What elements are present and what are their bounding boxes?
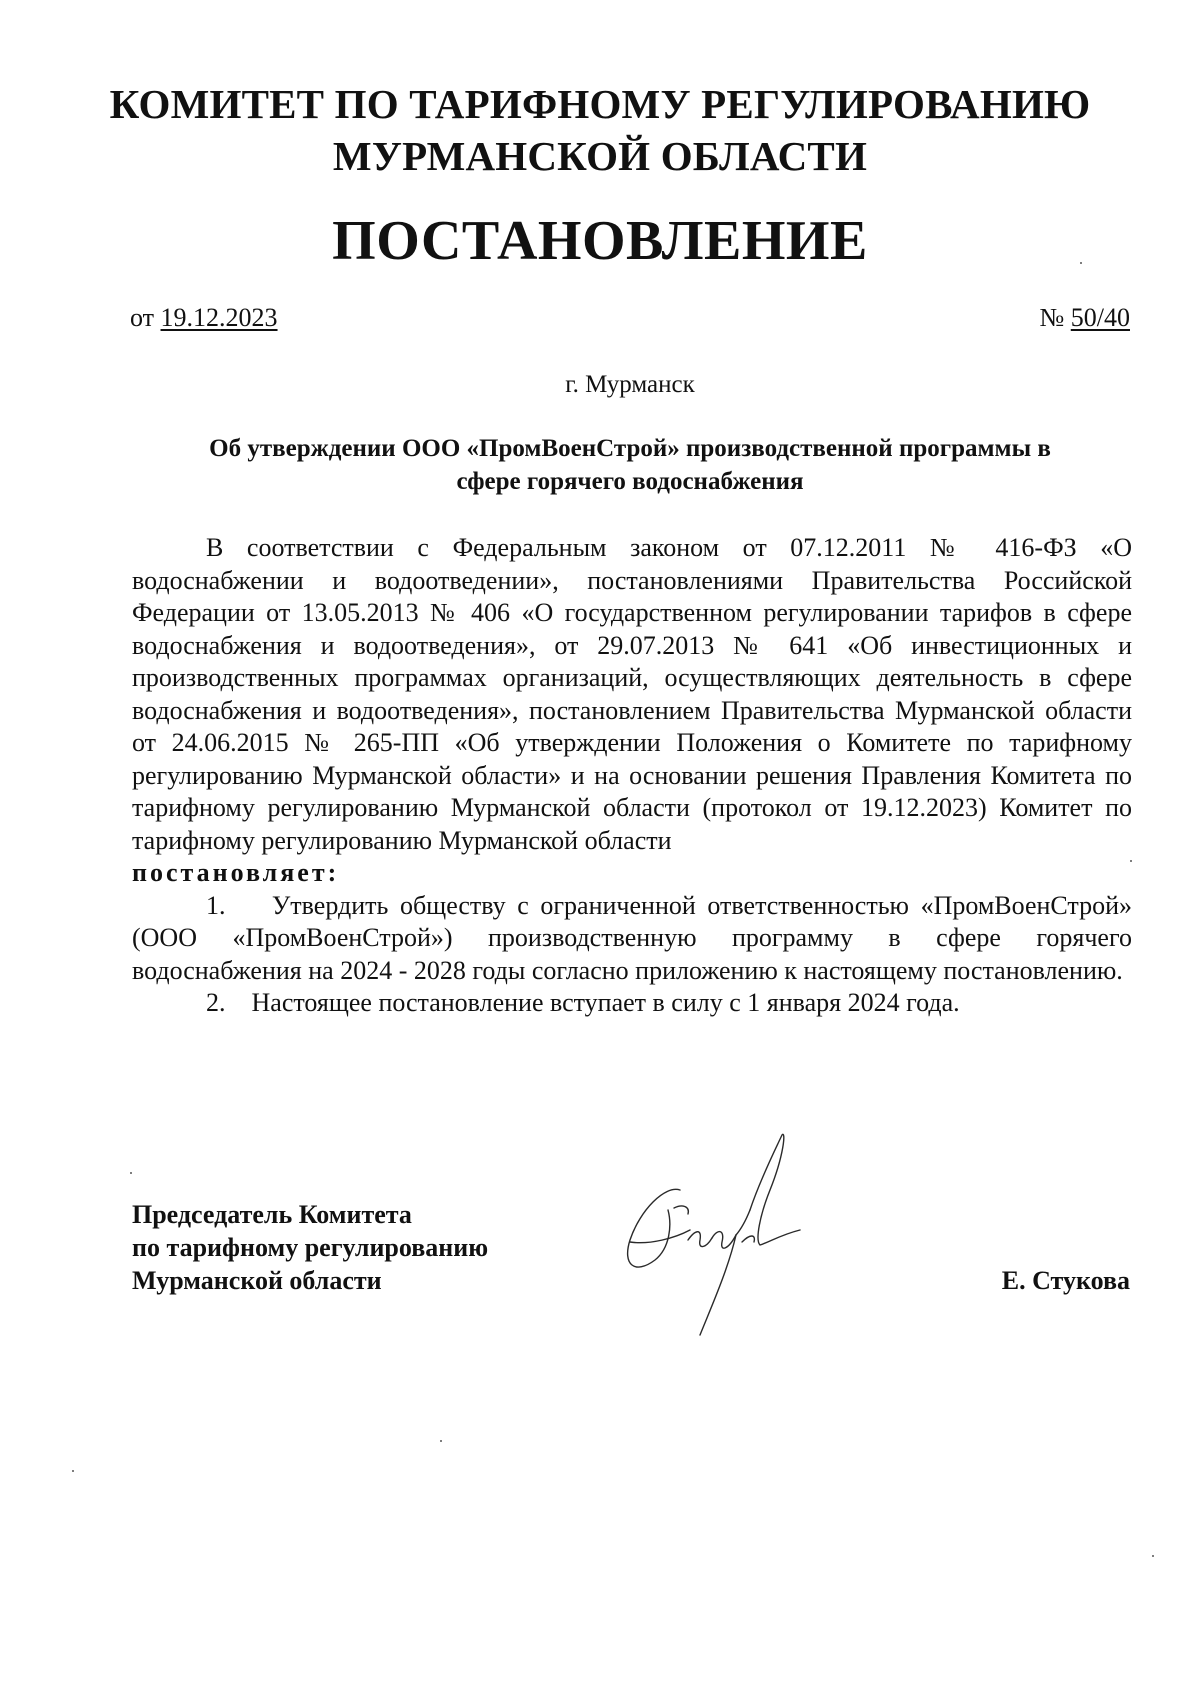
- item-number: 2.: [206, 988, 226, 1017]
- scan-speck: [1080, 262, 1082, 264]
- document-number: [1039, 302, 1130, 334]
- handwritten-signature-icon: [610, 1130, 830, 1340]
- signatory-position-line3: Мурманской области: [132, 1266, 382, 1295]
- decree-word-text: постановляет:: [132, 858, 340, 887]
- decree-word: [132, 857, 1132, 890]
- scan-speck: [72, 1470, 74, 1472]
- scan-speck: [1152, 1555, 1154, 1557]
- list-item: [132, 890, 1132, 988]
- resolution-title-line1: Об утверждении ООО «ПромВоенСтрой» производственной программы в: [209, 435, 1051, 462]
- organization-name-line1: КОМИТЕТ ПО ТАРИФНОМУ РЕГУЛИРОВАНИЮ: [109, 81, 1091, 127]
- organization-name-line2: МУРМАНСКОЙ ОБЛАСТИ: [332, 133, 868, 179]
- scan-speck: [1130, 860, 1132, 862]
- document-type-title: ПОСТАНОВЛЕНИЕ: [332, 210, 868, 272]
- item-text: Утвердить обществу с ограниченной ответственностью «ПромВоенСтрой» (ООО «ПромВоенСтрой») производственную программу в сфере горячего водоснабжения на 2024 - 2028 годы согласно приложению к настоящему постановлению.: [132, 890, 1133, 985]
- signatory-name: Е. Стукова: [1001, 1266, 1130, 1295]
- organization-header: [60, 78, 1140, 182]
- scan-speck: [440, 1440, 442, 1442]
- item-text: Настоящее постановление вступает в силу с 1 января 2024 года.: [251, 988, 960, 1017]
- number-prefix: №: [1039, 303, 1065, 332]
- signatory-position: [132, 1198, 488, 1297]
- signatory-position-line2: по тарифному регулированию: [132, 1233, 489, 1262]
- city-label: г. Мурманск: [565, 371, 695, 398]
- list-item: [132, 987, 1132, 1020]
- signatory-position-line1: Председатель Комитета: [132, 1200, 412, 1229]
- document-date: [130, 302, 278, 334]
- date-value: 19.12.2023: [160, 303, 278, 332]
- item-number: 1.: [206, 890, 226, 920]
- scan-speck: [130, 1172, 132, 1174]
- preamble-paragraph: В соответствии с Федеральным законом от 07.12.2011 № 416-ФЗ «О водоснабжении и водоотведении», постановлениями Правительства Российской Федерации от 13.05.2013 № 406 «О государственном регулировании тарифов в сфере водоснабжения и водоотведения», от 29.07.2013 № 641 «Об инвестиционных и производственных программах организаций, осуществляющих деятельность в сфере водоснабжения и водоотведения», постановлением Правительства Мурманской области от 24.06.2015 № 265-ПП «Об утверждении Положения о Комитете по тарифному регулированию Мурманской области» и на основании решения Правления Комитета по тарифному регулированию Мурманской области (протокол от 19.12.2023) Комитет по тарифному регулированию Мурманской области: [132, 533, 1132, 855]
- number-value: 50/40: [1070, 303, 1130, 332]
- resolution-title-line2: сфере горячего водоснабжения: [456, 468, 804, 495]
- date-prefix: от: [130, 303, 155, 332]
- resolution-body: [132, 532, 1132, 1020]
- resolution-title: [130, 432, 1130, 498]
